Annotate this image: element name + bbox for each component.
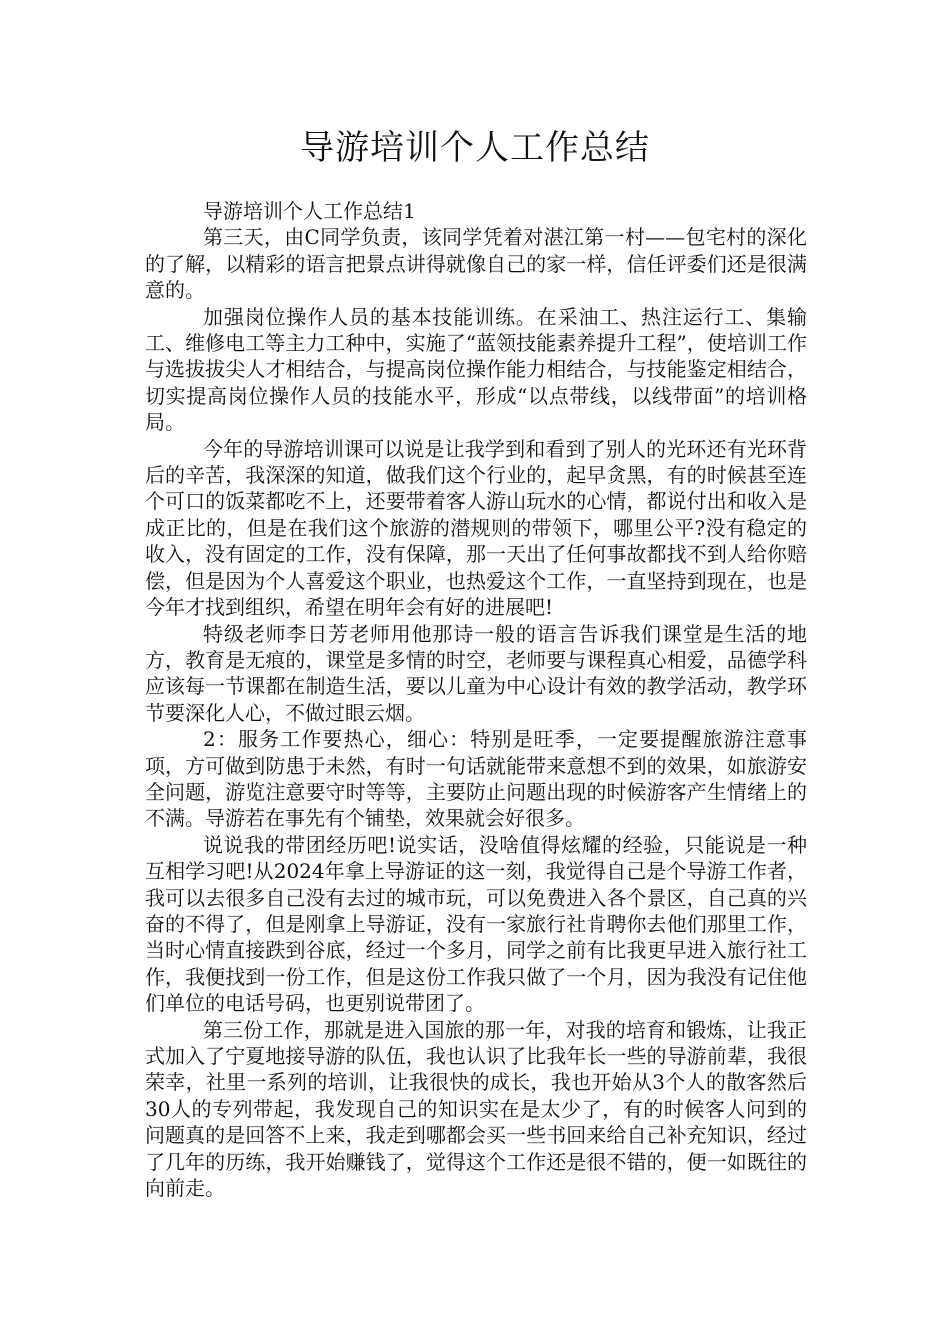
paragraph: 特级老师李日芳老师用他那诗一般的语言告诉我们课堂是生活的地方，教育是无痕的，课堂是多情的时空，老师要与课程真心相爱，品德学科应该每一节课都在制造生活，要以儿童为中心设计有效的教学活动，教学环节要深化人心，不做过眼云烟。: [145, 621, 807, 725]
paragraph: 2：服务工作要热心，细心：特别是旺季，一定要提醒旅游注意事项，方可做到防患于未然，有时一句话就能带来意想不到的效果，如旅游安全问题，游览注意要守时等等，主要防止问题出现的时候游客产生情绪上的不满。导游若在事先有个铺垫，效果就会好很多。: [145, 727, 807, 831]
paragraph: 今年的导游培训课可以说是让我学到和看到了别人的光环还有光环背后的辛苦，我深深的知道，做我们这个行业的，起早贪黑，有的时候甚至连个可口的饭菜都吃不上，还要带着客人游山玩水的心情，都说付出和收入是成正比的，但是在我们这个旅游的潜规则的带领下，哪里公平?没有稳定的收入，没有固定的工作，没有保障，那一天出了任何事故都找不到人给你赔偿，但是因为个人喜爱这个职业，也热爱这个工作，一直坚持到现在，也是今年才找到组织，希望在明年会有好的进展吧!: [145, 436, 807, 620]
paragraph: 第三天，由C同学负责，该同学凭着对湛江第一村——包宅村的深化的了解，以精彩的语言把景点讲得就像自己的家一样，信任评委们还是很满意的。: [145, 225, 807, 303]
section-heading: 导游培训个人工作总结1: [203, 199, 416, 223]
paragraph: 第三份工作，那就是进入国旅的那一年，对我的培育和锻炼，让我正式加入了宁夏地接导游的队伍，我也认识了比我年长一些的导游前辈，我很荣幸，社里一系列的培训，让我很快的成长，我也开始从3个人的散客然后30人的专列带起，我发现自己的知识实在是太少了，有的时候客人问到的问题真的是回答不上来，我走到哪都会买一些书回来给自己补充知识，经过了几年的历练，我开始赚钱了，觉得这个工作还是很不错的，便一如既往的向前走。: [145, 1017, 807, 1201]
document-title: 导游培训个人工作总结: [300, 128, 650, 168]
document-body: [145, 198, 807, 1201]
paragraph: 说说我的带团经历吧!说实话，没啥值得炫耀的经验，只能说是一种互相学习吧!从2024年拿上导游证的这一刻，我觉得自己是个导游工作者，我可以去很多自己没有去过的城市玩，可以免费进入各个景区，自己真的兴奋的不得了，但是刚拿上导游证，没有一家旅行社肯聘你去他们那里工作，当时心情直接跌到谷底，经过一个多月，同学之前有比我更早进入旅行社工作，我便找到一份工作，但是这份工作我只做了一个月，因为我没有记住他们单位的电话号码，也更别说带团了。: [145, 832, 807, 1016]
paragraph: 加强岗位操作人员的基本技能训练。在采油工、热注运行工、集输工、维修电工等主力工种中，实施了“蓝领技能素养提升工程”，使培训工作与选拔拔尖人才相结合，与提高岗位操作能力相结合，与技能鉴定相结合，切实提高岗位操作人员的技能水平，形成“以点带线，以线带面”的培训格局。: [145, 304, 807, 435]
